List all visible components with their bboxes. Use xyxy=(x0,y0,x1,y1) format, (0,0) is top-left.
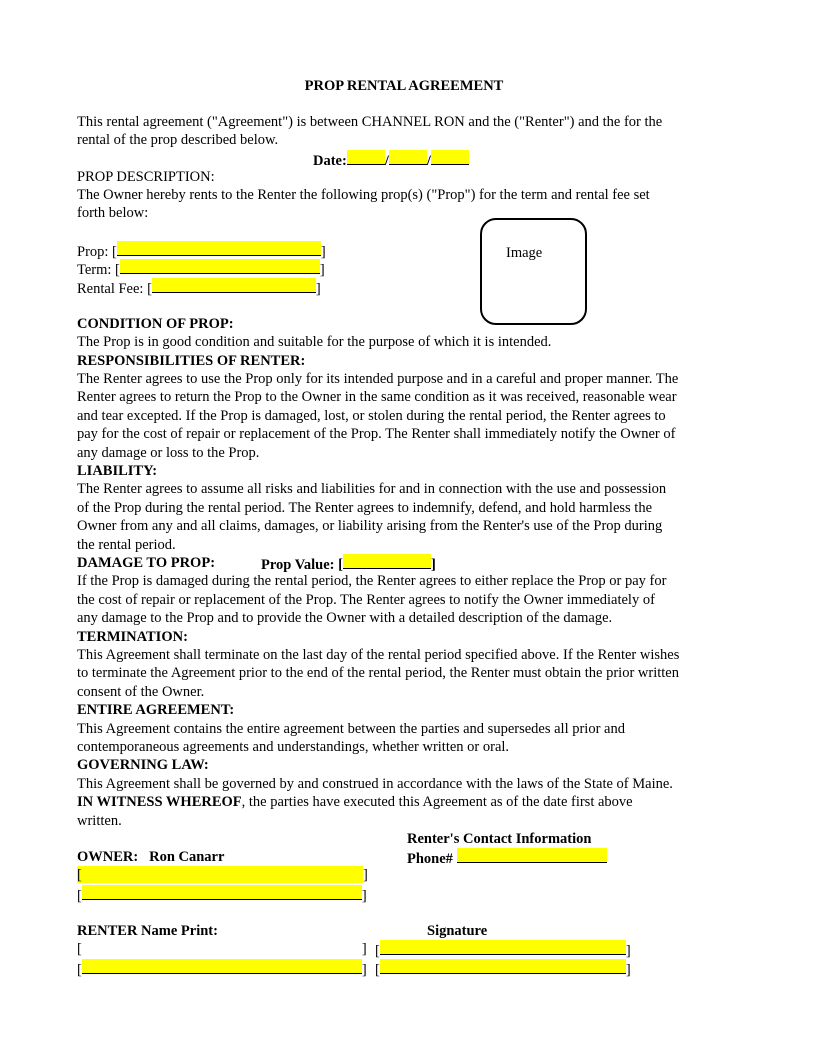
signature-label: Signature xyxy=(427,923,488,939)
bracket-close: ] xyxy=(361,888,367,904)
bracket-open: [ xyxy=(115,262,120,278)
liability-line: The Renter agrees to assume all risks and liabilities for and in connection with the use and possession xyxy=(77,481,667,497)
prop-value-label: Prop Value: xyxy=(261,557,335,573)
responsibilities-heading: RESPONSIBILITIES OF RENTER: xyxy=(77,353,306,369)
owner-line xyxy=(77,848,224,866)
owner-name: Ron Canarr xyxy=(149,849,225,865)
bracket-close: ] xyxy=(319,262,325,278)
date-year-blank[interactable] xyxy=(431,150,469,165)
termination-line: consent of the Owner. xyxy=(77,684,205,700)
image-placeholder-box[interactable] xyxy=(480,218,587,325)
renter-name-field-2[interactable] xyxy=(77,959,367,977)
bracket-close: ] xyxy=(625,962,631,978)
responsibilities-line: pay for the cost of repair or replacement of the Prop. The Renter shall immediately notify the Owner of xyxy=(77,426,676,442)
bracket-close: ] xyxy=(320,244,326,260)
date-sep: / xyxy=(426,153,431,169)
bracket-close: ] xyxy=(430,557,436,573)
owner-input-blank-1[interactable] xyxy=(77,866,363,883)
liability-line: the rental period. xyxy=(77,537,176,553)
term-input-blank[interactable] xyxy=(120,259,320,274)
bracket-open: [ xyxy=(77,888,82,904)
prop-field[interactable] xyxy=(77,241,326,259)
rental-fee-label: Rental Fee: xyxy=(77,281,144,297)
renter-name-print-label: RENTER Name Print: xyxy=(77,923,218,939)
responsibilities-line: Renter agrees to return the Prop to the Owner in the same condition as it was received, reasonable wear xyxy=(77,389,677,405)
bracket-open: [ xyxy=(375,962,380,978)
rental-fee-input-blank[interactable] xyxy=(152,278,316,293)
owner-label: OWNER: xyxy=(77,849,139,865)
governing-law-line: This Agreement shall be governed by and construed in accordance with the laws of the State of Maine. xyxy=(77,776,673,792)
damage-line: any damage to the Prop and to provide the Owner with a detailed description of the damage. xyxy=(77,610,613,626)
termination-heading: TERMINATION: xyxy=(77,629,188,645)
condition-line-1: The Prop is in good condition and suitable for the purpose of which it is intended. xyxy=(77,334,552,350)
owner-field-2[interactable] xyxy=(77,885,367,903)
bracket-close: ] xyxy=(361,962,367,978)
date-day-blank[interactable] xyxy=(389,150,427,165)
intro-line-1: This rental agreement ("Agreement") is between CHANNEL RON and the ("Renter") and the for the xyxy=(77,114,663,130)
bracket-open: [ xyxy=(77,941,82,957)
responsibilities-line: and tear excepted. If the Prop is damaged, lost, or stolen during the rental period, the Renter agrees to xyxy=(77,408,666,424)
signature-field-2[interactable] xyxy=(375,959,631,977)
date-label: Date: xyxy=(313,153,347,169)
prop-description-line-1: The Owner hereby rents to the Renter the following prop(s) ("Prop") for the term and rental fee set xyxy=(77,187,650,203)
liability-line: of the Prop during the rental period. The Renter agrees to indemnify, defend, and hold harmless the xyxy=(77,500,653,516)
responsibilities-line: The Renter agrees to use the Prop only for its intended purpose and in a careful and proper manner. The xyxy=(77,371,679,387)
date-month-blank[interactable] xyxy=(347,150,385,165)
bracket-close: ] xyxy=(363,867,368,883)
entire-agreement-line: contemporaneous agreements and understandings, whether written or oral. xyxy=(77,739,510,755)
prop-value-input-blank[interactable] xyxy=(343,554,431,569)
liability-heading: LIABILITY: xyxy=(77,463,158,479)
bracket-open: [ xyxy=(112,244,117,260)
renter-phone-label: Phone# xyxy=(407,851,453,867)
prop-description-heading: PROP DESCRIPTION: xyxy=(77,169,215,185)
governing-law-heading: GOVERNING LAW: xyxy=(77,757,209,773)
intro-line-2: rental of the prop described below. xyxy=(77,132,279,148)
date-field[interactable] xyxy=(313,150,469,168)
signature-input-blank-1[interactable] xyxy=(380,940,626,955)
entire-agreement-line: This Agreement contains the entire agreement between the parties and supersedes all prior and xyxy=(77,721,625,737)
entire-agreement-heading: ENTIRE AGREEMENT: xyxy=(77,702,235,718)
signature-input-blank-2[interactable] xyxy=(380,959,626,974)
page-title: PROP RENTAL AGREEMENT xyxy=(304,78,504,94)
renter-contact-heading: Renter's Contact Information xyxy=(407,831,592,847)
date-sep: / xyxy=(384,153,389,169)
image-placeholder-label: Image xyxy=(506,245,543,261)
bracket-close: ] xyxy=(361,941,367,957)
signature-field-1[interactable] xyxy=(375,940,631,958)
bracket-close: ] xyxy=(315,281,321,297)
renter-name-input-blank-2[interactable] xyxy=(82,959,362,974)
bracket-open: [ xyxy=(375,943,380,959)
bracket-close: ] xyxy=(625,943,631,959)
owner-input-blank-2[interactable] xyxy=(82,885,362,900)
owner-field-1[interactable] xyxy=(77,866,368,884)
renter-phone-field[interactable] xyxy=(407,848,607,866)
condition-heading: CONDITION OF PROP: xyxy=(77,316,234,332)
bracket-open: [ xyxy=(147,281,152,297)
damage-line: If the Prop is damaged during the rental period, the Renter agrees to either replace the Prop or pay for xyxy=(77,573,667,589)
rental-fee-field[interactable] xyxy=(77,278,321,296)
termination-line: to terminate the Agreement prior to the end of the rental period, the Renter must obtain the prior written xyxy=(77,665,679,681)
bracket-open: [ xyxy=(77,867,82,883)
prop-label: Prop: xyxy=(77,244,109,260)
witness-line-2: written. xyxy=(77,813,122,829)
renter-name-field-1[interactable] xyxy=(77,940,367,958)
term-field[interactable] xyxy=(77,259,325,277)
renter-phone-input-blank[interactable] xyxy=(457,848,607,863)
witness-line-1 xyxy=(77,793,633,811)
term-label: Term: xyxy=(77,262,112,278)
witness-bold: IN WITNESS WHEREOF xyxy=(77,794,242,810)
bracket-open: [ xyxy=(77,962,82,978)
responsibilities-line: any damage or loss to the Prop. xyxy=(77,445,260,461)
liability-line: Owner from any and all claims, damages, or liability arising from the Renter's use of the Prop during xyxy=(77,518,663,534)
prop-value-field[interactable] xyxy=(261,554,436,572)
prop-description-line-2: forth below: xyxy=(77,205,149,221)
prop-input-blank[interactable] xyxy=(117,241,321,256)
witness-rest: , the parties have executed this Agreement as of the date first above xyxy=(241,794,633,810)
damage-heading: DAMAGE TO PROP: xyxy=(77,555,216,571)
termination-line: This Agreement shall terminate on the last day of the rental period specified above. If the Renter wishes xyxy=(77,647,680,663)
bracket-open: [ xyxy=(338,557,343,573)
damage-line: the cost of repair or replacement of the Prop. The Renter agrees to notify the Owner immediately of xyxy=(77,592,655,608)
